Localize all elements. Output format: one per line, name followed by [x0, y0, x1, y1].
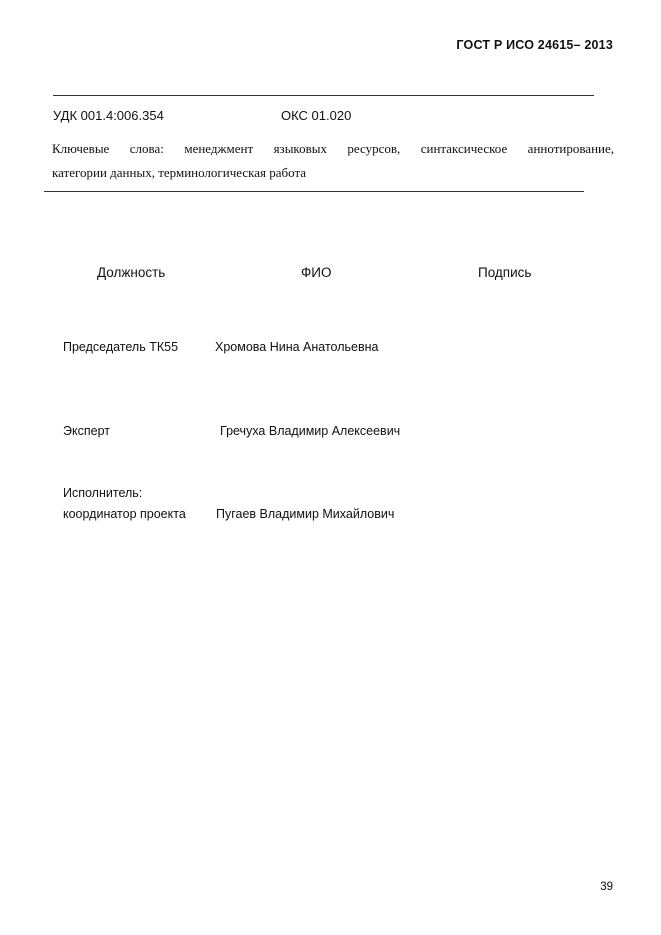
column-header-position: Должность	[97, 265, 166, 280]
row-executor-position-line-2: координатор проекта	[63, 507, 186, 521]
column-header-signature: Подпись	[478, 265, 532, 280]
page-number: 39	[600, 881, 613, 893]
keywords-line-1: Ключевые слова: менеджмент языковых ресурсов, синтаксическое аннотирование,	[52, 141, 614, 156]
row-executor-position-line-1: Исполнитель:	[63, 486, 143, 500]
row-chairman-name: Хромова Нина Анатольевна	[215, 340, 379, 354]
column-header-name: ФИО	[301, 265, 332, 280]
keywords-line-2: категории данных, терминологическая работа	[52, 165, 307, 180]
udk-code: УДК 001.4:006.354	[53, 108, 164, 123]
oks-code: ОКС 01.020	[281, 108, 352, 123]
row-chairman-position: Председатель ТК55	[63, 340, 179, 354]
keywords-paragraph	[52, 137, 614, 185]
bottom-divider	[44, 191, 584, 192]
top-divider	[53, 95, 594, 96]
row-expert-name: Гречуха Владимир Алексеевич	[220, 424, 401, 438]
row-expert-position: Эксперт	[63, 424, 110, 438]
row-executor-name: Пугаев Владимир Михайлович	[216, 507, 395, 521]
standard-designation: ГОСТ Р ИСО 24615– 2013	[456, 38, 613, 52]
